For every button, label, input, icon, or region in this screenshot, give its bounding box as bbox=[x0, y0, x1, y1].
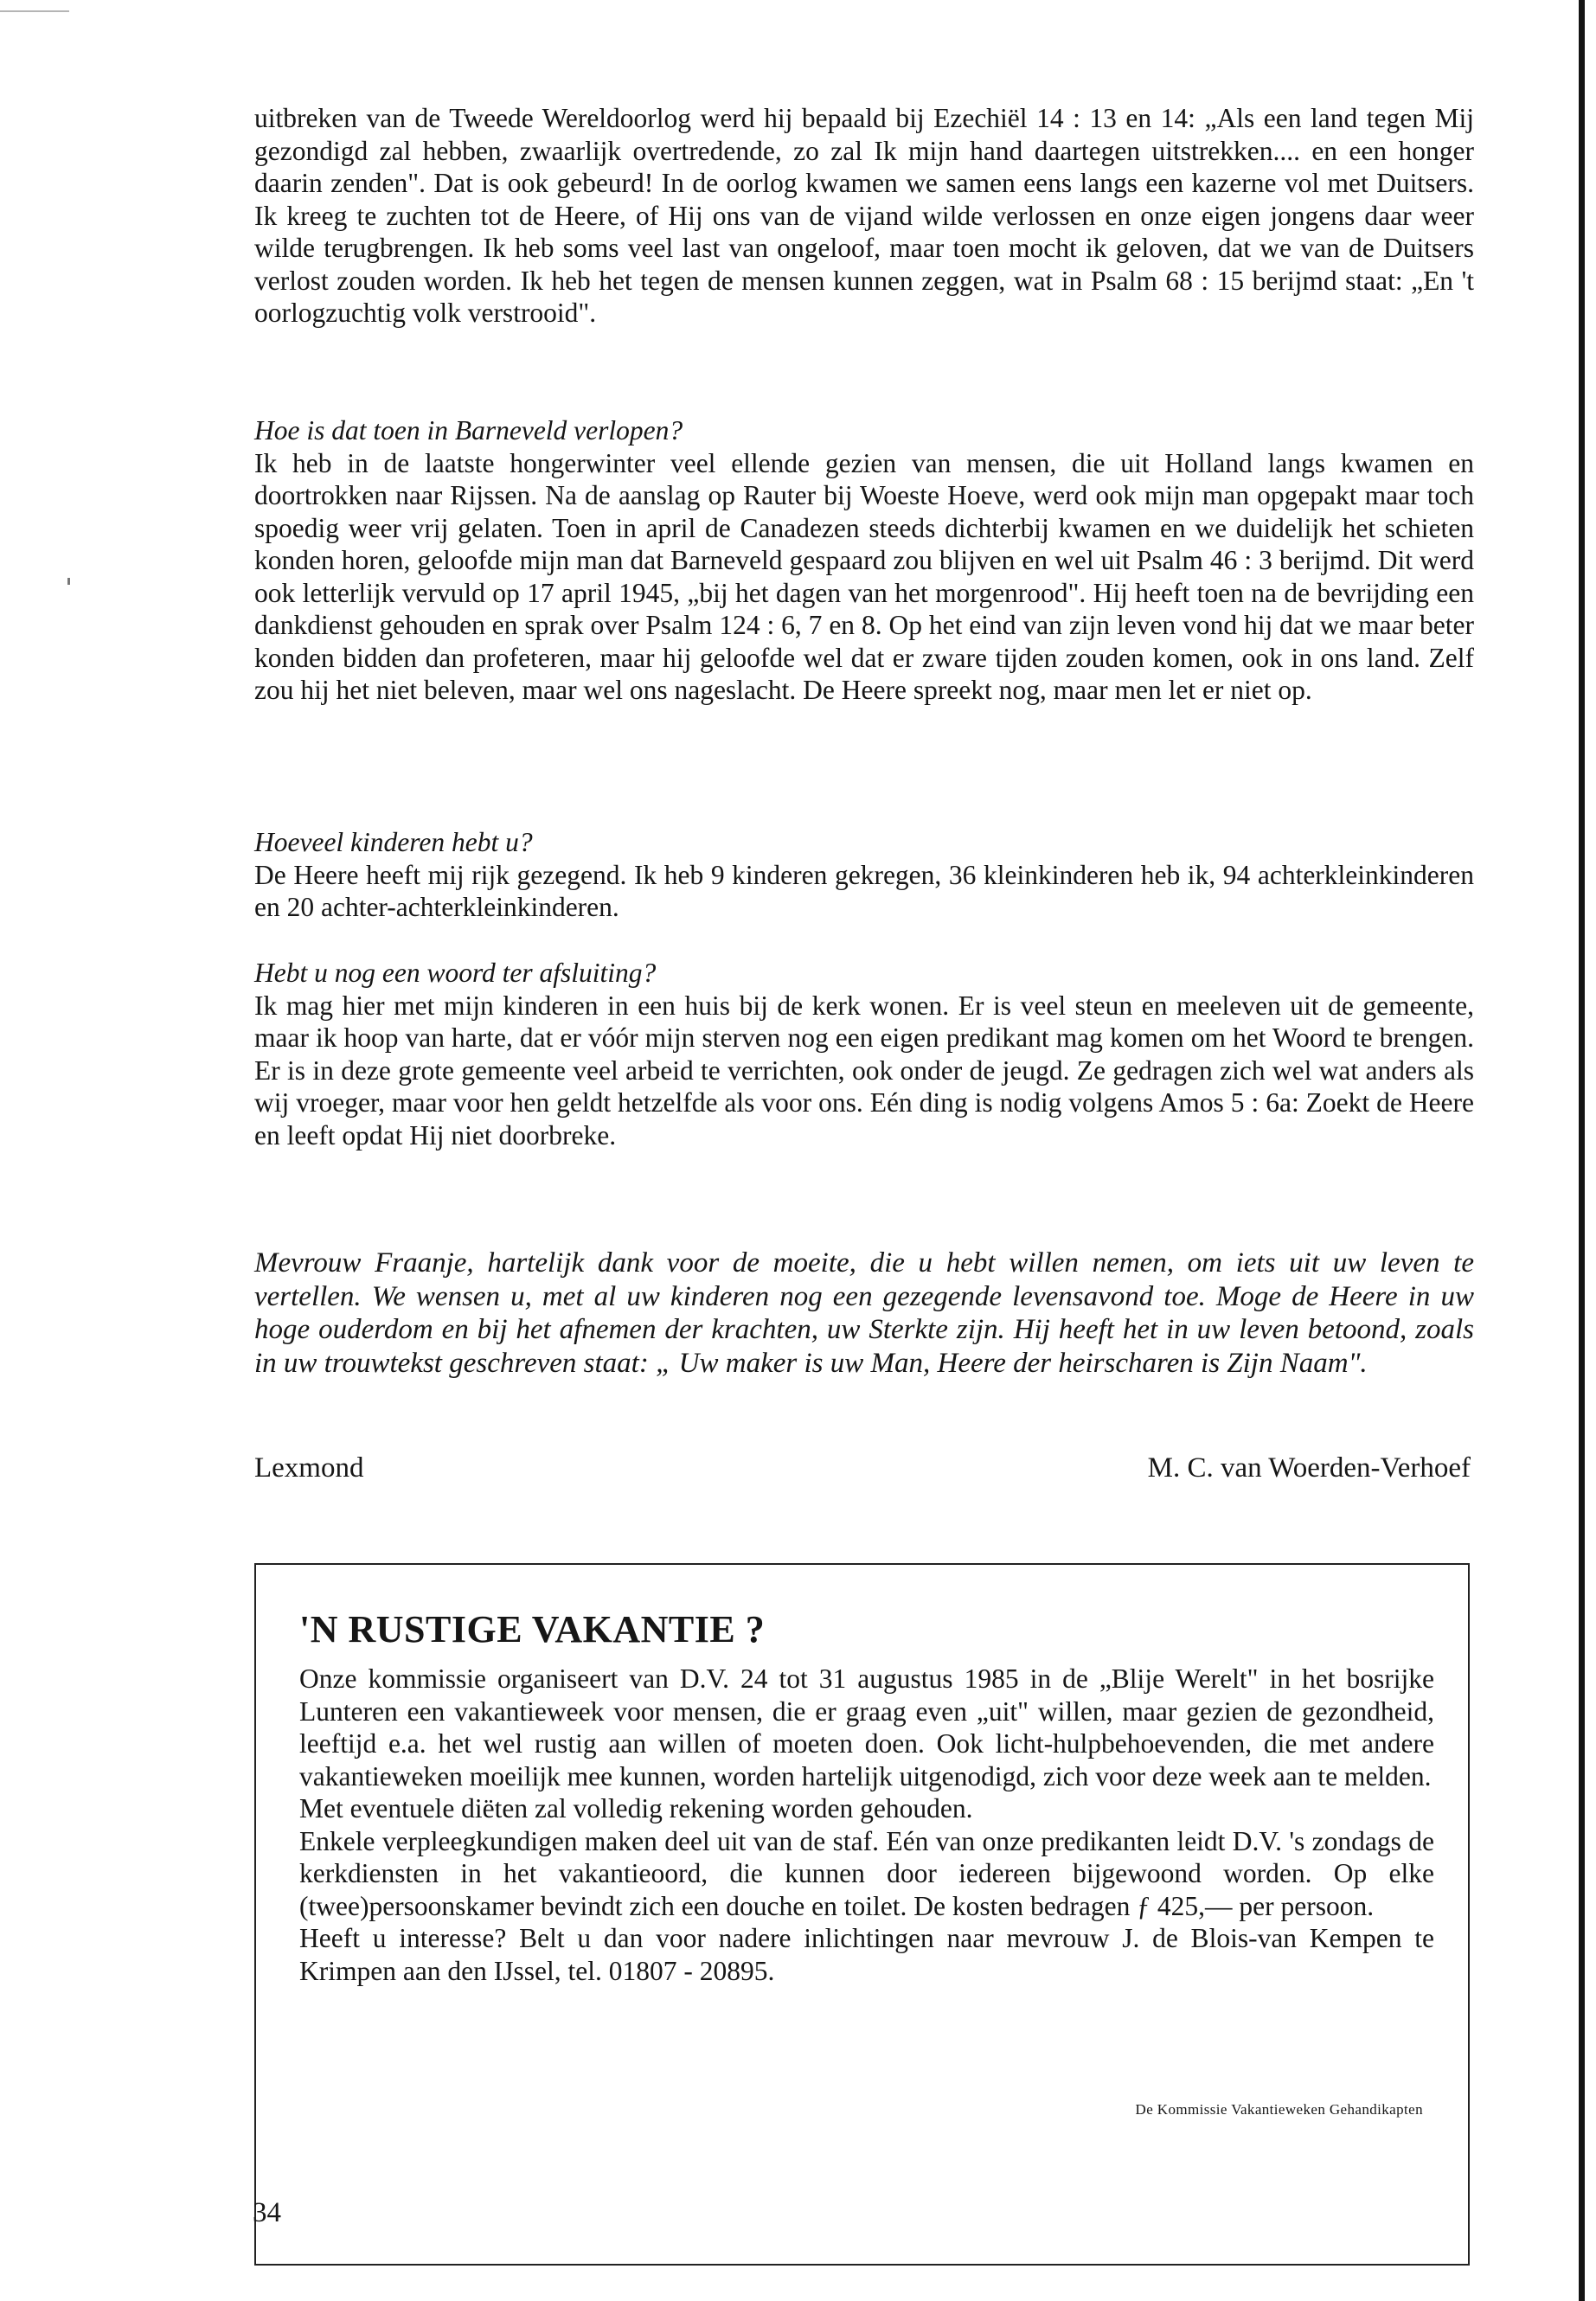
question-1: Hoe is dat toen in Barneveld verlopen? bbox=[254, 415, 683, 445]
closing-block bbox=[254, 1247, 1474, 1380]
announcement-body bbox=[299, 1663, 1434, 1987]
question-3: Hebt u nog een woord ter afsluiting? bbox=[254, 958, 657, 988]
page-number: 34 bbox=[253, 2197, 281, 2228]
question-2-block bbox=[254, 826, 1474, 924]
announcement-title: 'N RUSTIGE VAKANTIE ? bbox=[299, 1608, 766, 1650]
answer-3: Ik mag hier met mijn kinderen in een huis bij de kerk wonen. Er is veel steun en meeleven uit de gemeente, maar ik hoop van harte, dat er vóór mijn sterven nog een eigen predikant mag komen om het Woord te brengen. Er is in deze grote gemeente veel arbeid te verrichten, ook onder de jeugd. Ze gedragen zich wel wat anders als wij vroeger, maar voor hen geldt hetzelfde als voor ons. Eén ding is nodig volgens Amos 5 : 6a: Zoekt de Heere en leeft opdat Hij niet doorbreke. bbox=[254, 990, 1474, 1150]
announcement-para-1: Onze kommissie organiseert van D.V. 24 tot 31 augustus 1985 in de „Blije Werelt" in het bosrijke Lunteren een vakantieweek voor mensen, die er graag even „uit" willen, maar gezien de gezondheid, leeftijd e.a. het wel rustig aan willen of moeten doen. Ook licht-hulpbehoevenden, die met andere vakantieweken moeilijk mee kunnen, worden hartelijk uitgenodigd, zich voor deze week aan te melden. bbox=[299, 1663, 1434, 1791]
announcement-para-2: Met eventuele diëten zal volledig rekening worden gehouden. bbox=[299, 1793, 973, 1823]
question-1-block bbox=[254, 414, 1474, 707]
announcement-para-3: Enkele verpleegkundigen maken deel uit van de staf. Eén van onze predikanten leidt D.V. 's zondags de kerkdiensten in het vakantieoord, die kunnen door iedereen bijgewoond worden. Op elke (twee)persoonskamer bevindt zich een douche en toilet. De kosten bedragen ƒ 425,— per persoon. bbox=[299, 1825, 1434, 1921]
question-3-block bbox=[254, 957, 1474, 1151]
intro-paragraph: uitbreken van de Tweede Wereldoorlog werd hij bepaald bij Ezechiël 14 : 13 en 14: „Als een land tegen Mij gezondigd zal hebben, zwaarlijk overtredende, zo zal Ik mijn hand daartegen uitstrekken.... en een honger daarin zenden". Dat is ook gebeurd! In de oorlog kwamen we samen eens langs een kazerne vol met Duitsers. Ik kreeg te zuchten tot de Heere, of Hij ons van de vijand wilde verlossen en onze eigen jongens daar weer wilde terugbrengen. Ik heb soms veel last van ongeloof, maar toen mocht ik geloven, dat we van de Duitsers verlost zouden worden. Ik heb het tegen de mensen kunnen zeggen, wat in Psalm 68 : 15 berijmd staat: „En 't oorlogzuchtig volk verstrooid". bbox=[254, 103, 1474, 328]
signature-place: Lexmond bbox=[254, 1452, 364, 1484]
scan-speck bbox=[67, 578, 70, 585]
scan-edge-bar bbox=[1579, 0, 1585, 2301]
answer-1: Ik heb in de laatste hongerwinter veel ellende gezien van mensen, die uit Holland langs kwamen en doortrokken naar Rijssen. Na de aanslag op Rauter bij Woeste Hoeve, werd ook mijn man opgepakt maar toch spoedig weer vrij gelaten. Toen in april de Canadezen steeds dichterbij kwamen en we duidelijk het schieten konden horen, geloofde mijn man dat Barneveld gespaard zou blijven en wel uit Psalm 46 : 3 berijmd. Dit werd ook letterlijk vervuld op 17 april 1945, „bij het dagen van het morgenrood". Hij heeft toen na de bevrijding een dankdienst gehouden en sprak over Psalm 124 : 6, 7 en 8. Op het eind van zijn leven vond hij dat we maar beter konden bidden dan profeteren, maar hij geloofde wel dat er zware tijden zouden komen, ook in ons land. Zelf zou hij het niet beleven, maar wel ons nageslacht. De Heere spreekt nog, maar men let er niet op. bbox=[254, 447, 1474, 705]
top-edge-line bbox=[0, 10, 69, 12]
closing-text: Mevrouw Fraanje, hartelijk dank voor de moeite, die u hebt willen nemen, om iets uit uw leven te vertellen. We wensen u, met al uw kinderen nog een gezegende levensavond toe. Moge de Heere in uw hoge ouderdom en bij het afnemen der krachten, uw Sterkte zijn. Hij heeft het in uw leven betoond, zoals in uw trouwtekst geschreven staat: „ Uw maker is uw Man, Heere der heirscharen is Zijn Naam". bbox=[254, 1247, 1474, 1379]
announcement-signature: De Kommissie Vakantieweken Gehandikapten bbox=[1135, 2101, 1423, 2118]
intro-paragraph-block bbox=[254, 102, 1474, 330]
question-2: Hoeveel kinderen hebt u? bbox=[254, 827, 533, 857]
signature-author: M. C. van Woerden-Verhoef bbox=[1147, 1452, 1471, 1484]
answer-2: De Heere heeft mij rijk gezegend. Ik heb 9 kinderen gekregen, 36 kleinkinderen heb ik, 94 achterkleinkinderen en 20 achter-achterkleinkinderen. bbox=[254, 859, 1474, 922]
announcement-para-4: Heeft u interesse? Belt u dan voor nadere inlichtingen naar mevrouw J. de Blois-van Kempen te Krimpen aan den IJssel, tel. 01807 - 20895. bbox=[299, 1923, 1434, 1986]
